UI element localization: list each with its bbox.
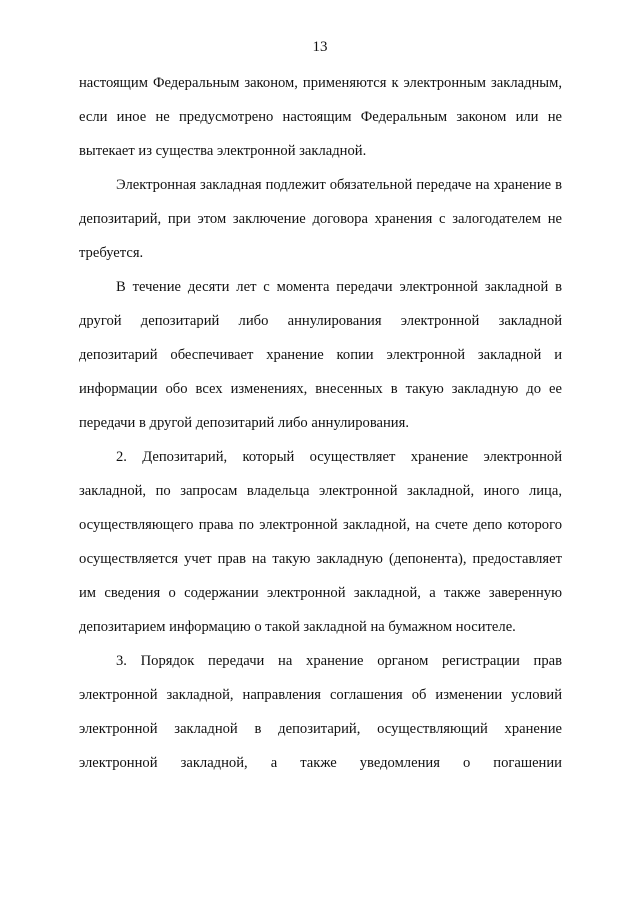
paragraph-clause-3: 3. Порядок передачи на хранение органом регистрации прав электронной закладной, направления соглашения об изменении условий электронной закладной в депозитарий, осуществляющий хранение электронной закладной, а также уведомления о погашении [79, 653, 562, 771]
paragraph-ten-year-retention: В течение десяти лет с момента передачи электронной закладной в другой депозитарий либо аннулирования электронной закладной депозитарий обеспечивает хранение копии электронной закладной и информации обо всех изменениях, внесенных в такую закладную до ее передачи в другой депозитарий либо аннулирования. [79, 279, 562, 431]
paragraph-clause-2: 2. Депозитарий, который осуществляет хранение электронной закладной, по запросам владельца электронной закладной, иного лица, осуществляющего права по электронной закладной, на счете депо которого осуществляется учет прав на такую закладную (депонента), предоставляет им сведения о содержании электронной закладной, а также заверенную депозитарием информацию о такой закладной на бумажном носителе. [79, 449, 562, 635]
paragraph-depository-storage: Электронная закладная подлежит обязательной передаче на хранение в депозитарий, при этом заключение договора хранения с залогодателем не требуется. [79, 177, 562, 261]
document-body [79, 66, 562, 780]
page-number: 13 [312, 39, 328, 55]
paragraph-continuation: настоящим Федеральным законом, применяются к электронным закладным, если иное не предусмотрено настоящим Федеральным законом или не вытекает из существа электронной закладной. [79, 75, 562, 159]
